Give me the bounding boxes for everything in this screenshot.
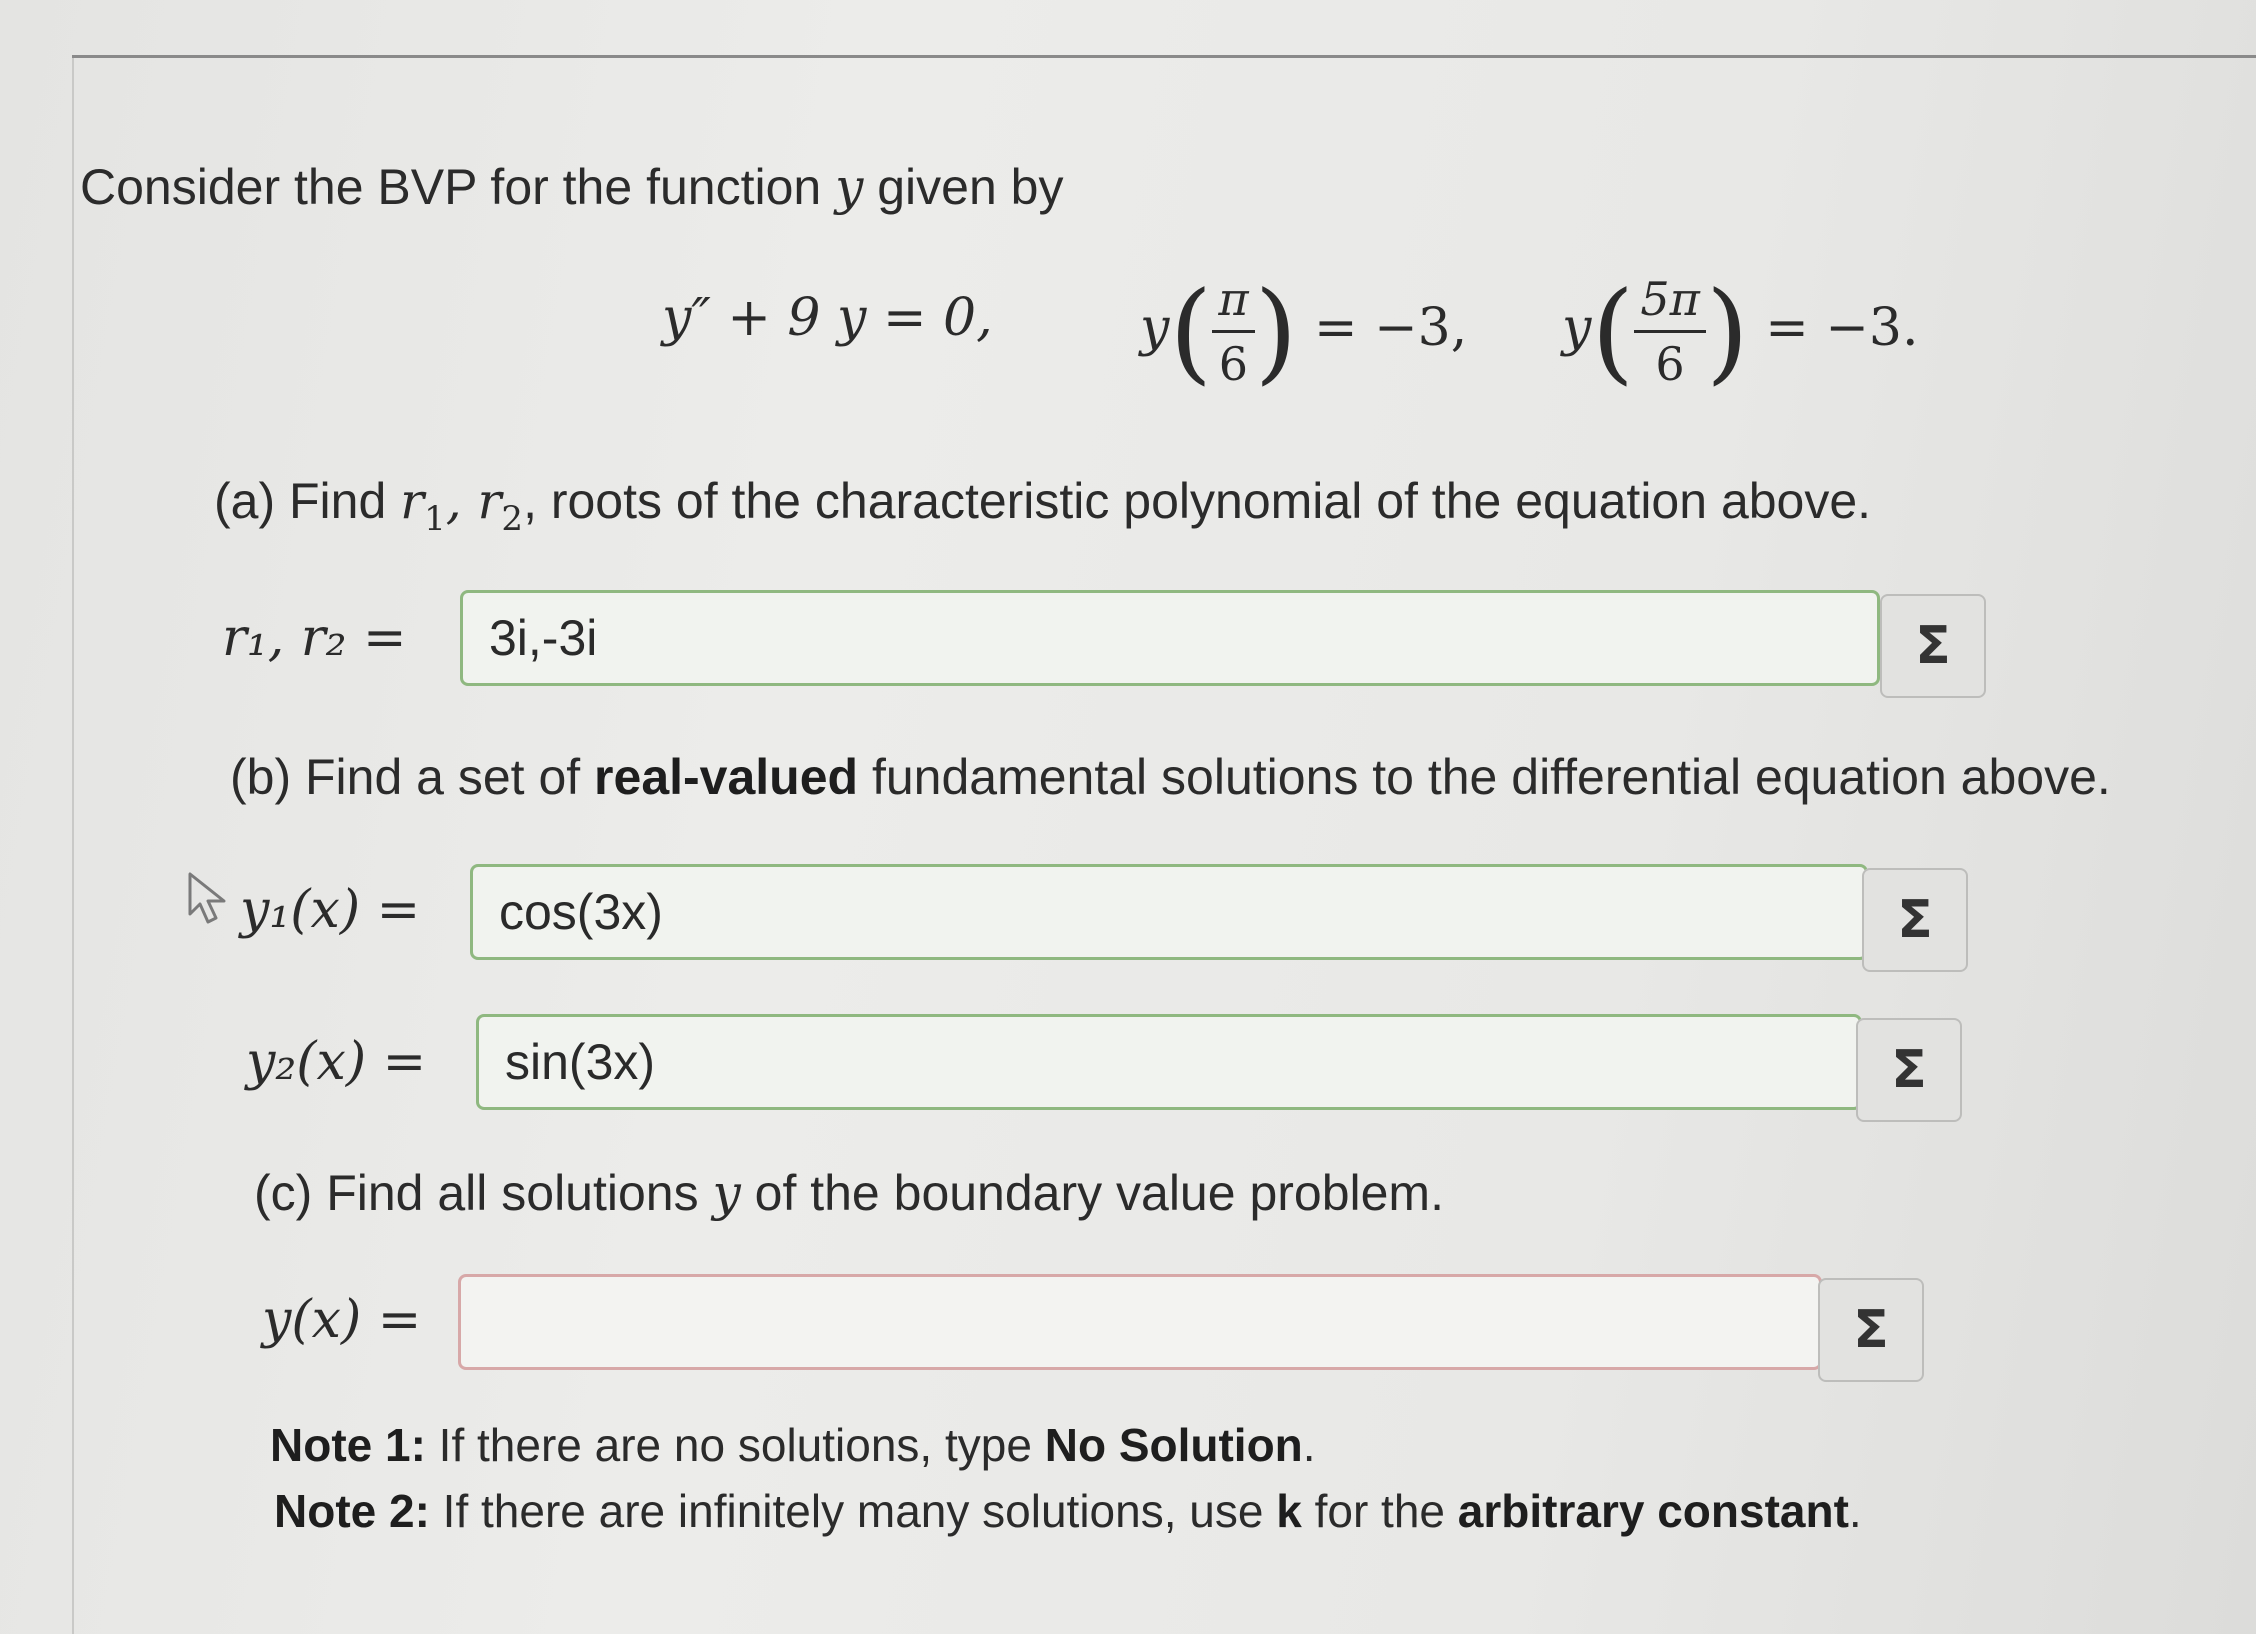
sigma-icon[interactable]: Σ [1880,594,1986,698]
mouse-pointer-icon [186,870,240,926]
y-solution-input[interactable] [458,1274,1822,1370]
sigma-icon[interactable]: Σ [1862,868,1968,972]
y2-label: y₂(x) = [246,1032,427,1092]
part-b-prompt: (b) Find a set of real-valued fundamental solutions to the differential equation above. [230,749,2111,805]
ode-equation: y″ + 9 y = 0, [662,288,993,348]
y1-input[interactable]: cos(3x) [470,864,1868,960]
y-solution-label: y(x) = [262,1290,422,1350]
part-a-prompt: (a) Find $r_1$, $r_2$, roots of the characteristic polynomial of the equation above. [214,472,1872,539]
problem-intro: Consider the BVP for the function y given by [80,158,1064,216]
sigma-icon[interactable]: Σ [1818,1278,1924,1382]
sigma-icon[interactable]: Σ [1856,1018,1962,1122]
top-divider [72,55,2256,58]
note-2: Note 2: If there are infinitely many solutions, use k for the arbitrary constant. [274,1485,1862,1537]
roots-input[interactable]: 3i,-3i [460,590,1880,686]
boundary-condition-2: y( $\frac{5\pi}{6}$ ) = −3. [1562,267,1919,396]
roots-label: r₁, r₂ = [222,608,407,668]
y1-label: y₁(x) = [240,880,421,940]
part-c-prompt: (c) Find all solutions y of the boundary value problem. [254,1164,1444,1222]
boundary-condition-1: y( $\frac{\pi}{6}$ ) = −3, [1140,267,1468,396]
left-border [72,58,74,1634]
note-1: Note 1: If there are no solutions, type No Solution. [270,1419,1316,1471]
y2-input[interactable]: sin(3x) [476,1014,1862,1110]
